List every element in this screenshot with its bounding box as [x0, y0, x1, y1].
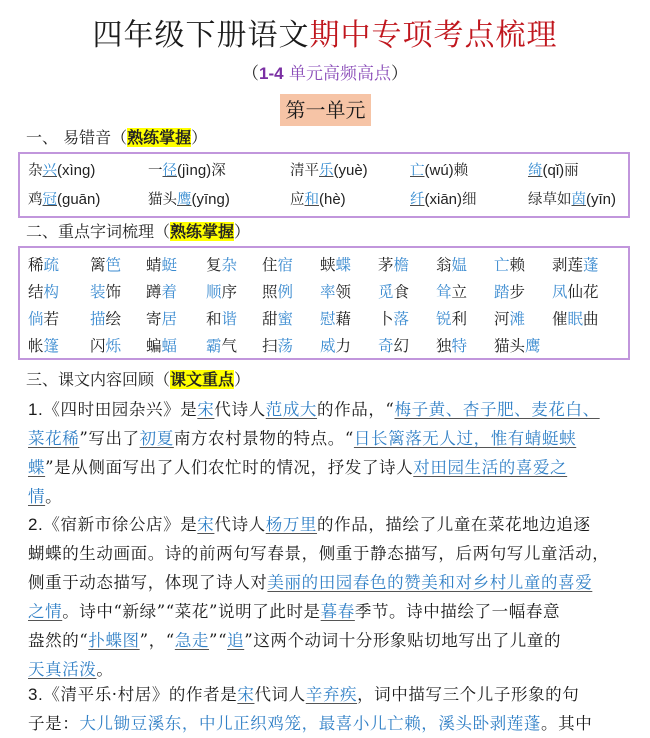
word-item: 甜蜜	[262, 310, 294, 328]
word-item: 耸立	[436, 283, 468, 301]
word-item: 装饰	[90, 283, 122, 301]
word-item: 凤仙花	[552, 283, 599, 301]
page-title	[0, 14, 650, 58]
pinyin-item: 一径(jìng)深	[148, 162, 226, 179]
pinyin-item: 清平乐(yuè)	[290, 162, 368, 179]
word-item: 亡赖	[494, 256, 526, 274]
word-item: 扫荡	[262, 337, 294, 355]
word-item: 描绘	[90, 310, 122, 328]
title-red-part: 期中专项考点梳理	[309, 18, 558, 53]
review-paragraph-2: 2.《宿新市徐公店》是宋代诗人杨万里的作品，描绘了儿童在菜花地边追逐 蝴蝶的生动画面。诗的前两句写春景，侧重于静态描写，后两句写儿童活动， 侧重于动态描写，体现了诗人对美丽的田园春色的赞美和对乡村儿童的喜爱 之情。诗中“新绿”“菜花”说明了此时是暮春季节。诗中描绘了一幅春意 盎然的“扑蝶图”，“急走”“追”这两个动词十分形象贴切地写出了儿童的 天真活泼。	[28, 515, 610, 679]
word-item: 倘若	[28, 310, 60, 328]
highlight-label: 熟练掌握	[170, 222, 235, 241]
subtitle-paren-close: ）	[390, 64, 408, 84]
section-heading-pronunciation	[26, 126, 207, 150]
word-item: 独特	[436, 337, 468, 355]
pinyin-row	[20, 186, 628, 214]
word-item: 威力	[320, 337, 352, 355]
pinyin-row	[20, 157, 628, 185]
heading-suffix: ）	[191, 128, 208, 147]
word-item: 结构	[28, 283, 60, 301]
word-item: 奇幻	[378, 337, 410, 355]
word-row	[20, 278, 628, 306]
heading-suffix: ）	[234, 370, 251, 389]
word-item: 帐篷	[28, 337, 60, 355]
pinyin-item: 亡(wú)赖	[410, 162, 469, 179]
word-item: 率领	[320, 283, 352, 301]
subtitle-paren-open: （	[242, 64, 259, 84]
word-item: 寄居	[146, 310, 178, 328]
word-item: 剥莲蓬	[552, 256, 599, 274]
word-item: 篱笆	[90, 256, 122, 274]
subtitle	[0, 62, 650, 86]
review-paragraph-1: 1.《四时田园杂兴》是宋代诗人范成大的作品，“梅子黄、杏子肥、麦花白、 菜花稀”写出了初夏南方农村景物的特点。“日长篱落无人过，惟有蜻蜓蛱 蝶”是从侧面写出了人们农忙时的情况，抒发了诗人对田园生活的喜爱之 情。	[28, 400, 600, 506]
word-row	[20, 305, 628, 333]
pinyin-item: 应和(hè)	[290, 191, 346, 208]
word-item: 蛱蝶	[320, 256, 352, 274]
title-black-part: 四年级下册语文	[92, 18, 310, 53]
pinyin-item: 绮(qǐ)丽	[528, 162, 579, 179]
word-row	[20, 251, 628, 279]
word-item: 稀疏	[28, 256, 60, 274]
highlight-label: 课文重点	[170, 370, 235, 389]
word-item: 蝙蝠	[146, 337, 178, 355]
pinyin-item: 猫头鹰(yīng)	[148, 191, 230, 208]
word-item: 和谐	[206, 310, 238, 328]
word-item: 卜落	[378, 310, 410, 328]
highlight-label: 熟练掌握	[127, 128, 192, 147]
word-item: 慰藉	[320, 310, 352, 328]
word-item: 霸气	[206, 337, 238, 355]
pinyin-item: 纤(xiān)细	[410, 191, 477, 208]
word-row	[20, 332, 628, 360]
word-item: 翁媪	[436, 256, 468, 274]
word-item: 茅檐	[378, 256, 410, 274]
word-item: 河滩	[494, 310, 526, 328]
heading-suffix: ）	[234, 222, 251, 241]
section-heading-vocabulary	[26, 220, 250, 244]
pinyin-item: 鸡冠(guān)	[28, 191, 101, 208]
heading-text: 二、重点字词梳理（	[26, 222, 171, 241]
word-item: 锐利	[436, 310, 468, 328]
word-item: 猫头鹰	[494, 337, 541, 355]
subtitle-text: 单元高频高点	[283, 64, 391, 84]
word-item: 闪烁	[90, 337, 122, 355]
heading-text: 一、 易错音（	[26, 128, 128, 147]
pinyin-item: 绿草如茵(yīn)	[528, 191, 616, 208]
unit-badge: 第一单元	[280, 94, 371, 126]
word-item: 踏步	[494, 283, 526, 301]
pinyin-box	[18, 152, 630, 218]
word-item: 蜻蜓	[146, 256, 178, 274]
word-item: 照例	[262, 283, 294, 301]
word-item: 住宿	[262, 256, 294, 274]
subtitle-range: 1-4	[259, 64, 284, 83]
review-paragraph-3: 3.《清平乐·村居》的作者是宋代词人辛弃疾，词中描写三个儿子形象的句 子是：大儿锄豆溪东，中儿正织鸡笼，最喜小儿亡赖，溪头卧剥莲蓬。其中	[28, 685, 593, 733]
word-item: 催眠曲	[552, 310, 599, 328]
word-item: 复杂	[206, 256, 238, 274]
section-heading-text-review	[26, 368, 250, 392]
pinyin-item: 杂兴(xìng)	[28, 162, 96, 179]
word-item: 蹲着	[146, 283, 178, 301]
vocabulary-box	[18, 246, 630, 360]
word-item: 觅食	[378, 283, 410, 301]
word-item: 顺序	[206, 283, 238, 301]
heading-text: 三、课文内容回顾（	[26, 370, 171, 389]
